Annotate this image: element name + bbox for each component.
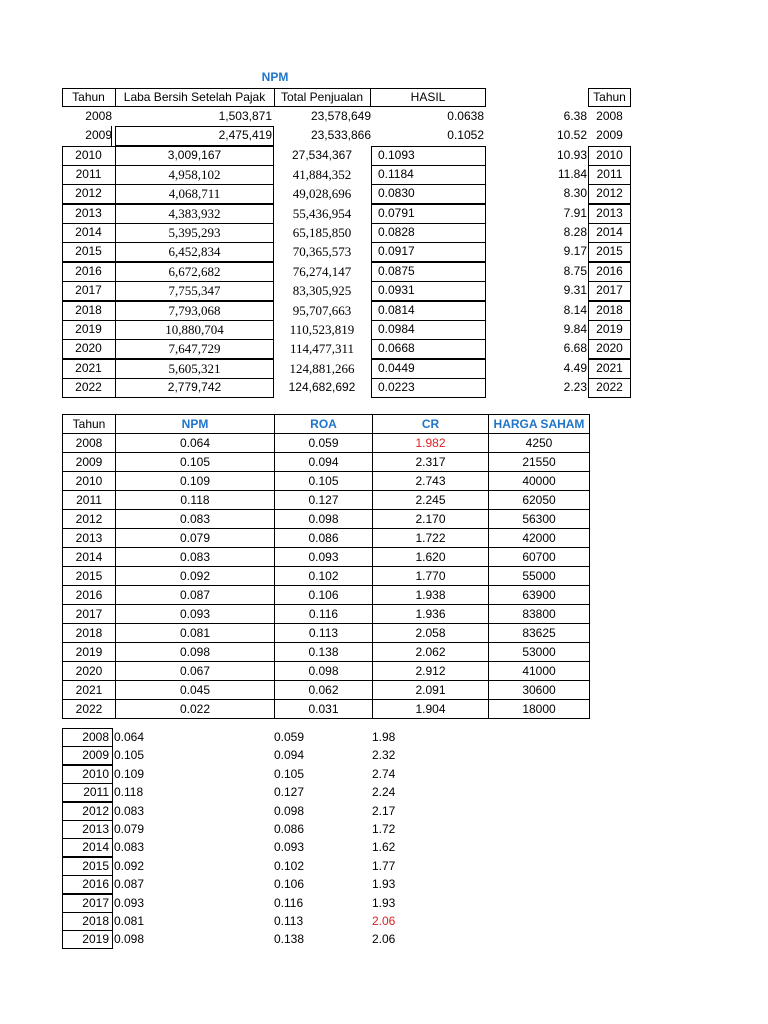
cell-npm: 0.092 — [116, 567, 275, 586]
cell-npm: 0.083 — [116, 548, 275, 567]
cell-year: 2008 — [63, 434, 116, 453]
row-year-right: 2010 — [596, 148, 623, 162]
row-year: 2008 — [82, 730, 109, 744]
row-hasil: 0.0668 — [378, 341, 415, 355]
row-roa: 0.098 — [274, 804, 305, 818]
cell-cr: 2.245 — [373, 491, 489, 510]
cell-cr: 2.317 — [373, 453, 489, 472]
header-penjualan: Total Penjualan — [280, 90, 364, 104]
row-penjualan: 70,365,573 — [292, 244, 352, 259]
cell-cr: 2.058 — [373, 624, 489, 643]
row-npm: 0.092 — [114, 859, 145, 873]
cell-npm: 0.022 — [116, 700, 275, 719]
row-npm: 0.083 — [114, 804, 145, 818]
table-row — [63, 643, 590, 662]
cell-year: 2019 — [63, 643, 116, 662]
cell-roa: 0.127 — [275, 491, 373, 510]
row-npm: 0.083 — [114, 840, 145, 854]
cell-cr: 2.912 — [373, 662, 489, 681]
cell-npm: 0.105 — [116, 453, 275, 472]
row-roa: 0.138 — [274, 932, 305, 946]
row-year: 2009 — [82, 748, 109, 762]
row-year: 2010 — [75, 148, 102, 162]
row-penjualan: 124,682,692 — [288, 380, 356, 394]
table-row — [63, 529, 590, 548]
cell-roa: 0.138 — [275, 643, 373, 662]
cell-cr: 2.062 — [373, 643, 489, 662]
cell-harga: 42000 — [489, 529, 590, 548]
cell-roa: 0.031 — [275, 700, 373, 719]
cell-year: 2014 — [63, 548, 116, 567]
row-roa: 0.113 — [274, 914, 304, 928]
row-year-right: 2015 — [596, 244, 623, 258]
row-cr: 2.24 — [372, 785, 396, 799]
row-laba: 1,503,871 — [218, 109, 272, 123]
row-hasil: 0.0931 — [378, 283, 415, 297]
cell-roa: 0.093 — [275, 548, 373, 567]
row-percent: 6.68 — [563, 341, 587, 355]
row-cr: 2.32 — [372, 748, 396, 762]
table-row — [63, 491, 590, 510]
row-penjualan: 124,881,266 — [289, 361, 355, 376]
header-hasil: HASIL — [410, 90, 446, 104]
row-year: 2021 — [75, 361, 102, 375]
row-hasil: 0.0917 — [378, 244, 415, 258]
cell-roa: 0.098 — [275, 510, 373, 529]
header-tahun: Tahun — [72, 90, 105, 104]
cell-cr: 1.722 — [373, 529, 489, 548]
row-npm: 0.093 — [114, 896, 145, 910]
row-year: 2009 — [85, 128, 112, 142]
cell-roa: 0.102 — [275, 567, 373, 586]
cell-year: 2012 — [63, 510, 116, 529]
row-year: 2020 — [75, 341, 102, 355]
cell-cr: 1.904 — [373, 700, 489, 719]
cell-roa: 0.106 — [275, 586, 373, 605]
row-laba: 2,779,742 — [167, 380, 222, 394]
row-laba: 10,880,704 — [165, 322, 224, 337]
row-hasil: 0.1052 — [447, 128, 484, 142]
row-year: 2018 — [82, 914, 109, 928]
cell-npm: 0.067 — [116, 662, 275, 681]
cell-roa: 0.062 — [275, 681, 373, 700]
row-npm: 0.109 — [114, 767, 145, 781]
cell-roa: 0.113 — [275, 624, 373, 643]
cell-roa: 0.086 — [275, 529, 373, 548]
row-penjualan: 23,578,649 — [310, 109, 371, 123]
row-percent: 6.38 — [563, 109, 587, 123]
row-percent: 8.28 — [563, 225, 587, 239]
row-year: 2011 — [83, 785, 109, 799]
row-percent: 10.93 — [556, 148, 587, 162]
cell-harga: 63900 — [489, 586, 590, 605]
row-laba: 3,009,167 — [167, 148, 222, 162]
row-hasil: 0.0449 — [378, 361, 415, 375]
row-npm: 0.081 — [114, 914, 145, 928]
cell-harga: 83625 — [489, 624, 590, 643]
row-hasil: 0.0828 — [378, 225, 415, 239]
cell-harga: 55000 — [489, 567, 590, 586]
row-penjualan: 110,523,819 — [289, 322, 355, 337]
row-year-right: 2021 — [596, 361, 623, 375]
col-tahun: Tahun — [63, 415, 116, 434]
row-npm: 0.105 — [114, 748, 145, 762]
cell-npm: 0.064 — [116, 434, 275, 453]
row-roa: 0.086 — [274, 822, 305, 836]
cell-harga: 83800 — [489, 605, 590, 624]
cell-year: 2009 — [63, 453, 116, 472]
row-laba: 7,793,068 — [168, 303, 221, 318]
cell-year: 2010 — [63, 472, 116, 491]
cell-year: 2013 — [63, 529, 116, 548]
row-laba: 7,755,347 — [168, 283, 221, 298]
cell-year: 2011 — [63, 491, 116, 510]
cell-harga: 60700 — [489, 548, 590, 567]
row-cr: 2.74 — [372, 767, 396, 781]
row-cr: 1.98 — [372, 730, 396, 744]
cell-npm: 0.118 — [116, 491, 275, 510]
row-hasil: 0.1093 — [378, 148, 415, 162]
row-year-right: 2013 — [596, 206, 623, 220]
row-roa: 0.094 — [274, 748, 305, 762]
row-npm: 0.079 — [114, 822, 145, 836]
row-year-right: 2019 — [596, 322, 623, 336]
row-year: 2012 — [82, 804, 109, 818]
row-penjualan: 41,884,352 — [292, 167, 352, 182]
cell-cr: 1.770 — [373, 567, 489, 586]
table-row — [63, 662, 590, 681]
row-hasil: 0.0791 — [378, 206, 415, 220]
row-year: 2016 — [75, 264, 102, 278]
cell-year: 2016 — [63, 586, 116, 605]
row-year-right: 2011 — [596, 167, 623, 181]
row-penjualan: 114,477,311 — [289, 341, 355, 356]
row-hasil: 0.0814 — [378, 303, 415, 317]
row-penjualan: 76,274,147 — [292, 264, 352, 279]
cell-year: 2015 — [63, 567, 116, 586]
cell-cr: 1.938 — [373, 586, 489, 605]
row-year: 2019 — [75, 322, 102, 336]
cell-npm: 0.079 — [116, 529, 275, 548]
header-laba: Laba Bersih Setelah Pajak — [123, 90, 266, 104]
cell-harga: 41000 — [489, 662, 590, 681]
cell-year: 2020 — [63, 662, 116, 681]
cell-cr: 2.170 — [373, 510, 489, 529]
cell-year: 2018 — [63, 624, 116, 643]
row-roa: 0.059 — [274, 730, 305, 744]
cell-harga: 18000 — [489, 700, 590, 719]
table-row — [63, 434, 590, 453]
row-year: 2014 — [82, 840, 109, 854]
cell-harga: 21550 — [489, 453, 590, 472]
row-percent: 9.17 — [563, 244, 587, 258]
row-percent: 7.91 — [563, 206, 587, 220]
cell-cr: 1.982 — [373, 434, 489, 453]
cell-npm: 0.087 — [116, 586, 275, 605]
row-laba: 4,383,932 — [168, 206, 221, 221]
table-row — [63, 624, 590, 643]
row-npm: 0.098 — [114, 932, 145, 946]
cell-cr: 1.620 — [373, 548, 489, 567]
col-npm: NPM — [116, 415, 275, 434]
row-year-right: 2018 — [596, 303, 623, 317]
row-npm: 0.064 — [114, 730, 145, 744]
row-year: 2015 — [82, 859, 109, 873]
cell-roa: 0.094 — [275, 453, 373, 472]
row-year: 2011 — [75, 167, 102, 181]
row-penjualan: 65,185,850 — [292, 225, 352, 240]
cell-npm: 0.098 — [116, 643, 275, 662]
row-penjualan: 83,305,925 — [292, 283, 352, 298]
row-percent: 4.49 — [563, 361, 587, 375]
col-roa: ROA — [275, 415, 373, 434]
cell-npm: 0.081 — [116, 624, 275, 643]
summary-header-row — [63, 415, 590, 434]
row-cr: 1.62 — [372, 840, 396, 854]
row-hasil: 0.0638 — [447, 109, 484, 123]
row-year: 2008 — [85, 109, 112, 123]
cell-npm: 0.109 — [116, 472, 275, 491]
row-year-right: 2016 — [596, 264, 623, 278]
row-penjualan: 49,028,696 — [292, 186, 352, 201]
row-laba: 4,068,711 — [168, 186, 221, 201]
row-year: 2015 — [75, 244, 102, 258]
row-laba: 2,475,419 — [218, 128, 272, 142]
cell-cr: 1.936 — [373, 605, 489, 624]
cell-year: 2021 — [63, 681, 116, 700]
row-year: 2014 — [75, 225, 102, 239]
row-year: 2013 — [75, 206, 102, 220]
table-row — [63, 586, 590, 605]
row-cr: 1.77 — [372, 859, 396, 873]
table-row — [63, 548, 590, 567]
row-penjualan: 27,534,367 — [291, 148, 353, 162]
cell-harga: 62050 — [489, 491, 590, 510]
row-penjualan: 55,436,954 — [292, 206, 352, 221]
table-row — [63, 453, 590, 472]
row-percent: 10.52 — [556, 128, 587, 142]
row-cr: 1.72 — [372, 822, 396, 836]
row-npm: 0.118 — [114, 785, 144, 799]
cell-harga: 40000 — [489, 472, 590, 491]
table-row — [63, 700, 590, 719]
row-hasil: 0.0875 — [378, 264, 415, 278]
cell-cr: 2.091 — [373, 681, 489, 700]
row-year-right: 2012 — [596, 186, 623, 200]
row-percent: 8.75 — [563, 264, 587, 278]
row-year: 2017 — [75, 283, 102, 297]
row-year: 2010 — [82, 767, 109, 781]
row-roa: 0.116 — [274, 896, 304, 910]
row-hasil: 0.0223 — [378, 380, 415, 394]
row-year: 2019 — [82, 932, 109, 946]
npm-title: NPM — [261, 70, 289, 84]
row-cr: 2.17 — [372, 804, 396, 818]
row-year: 2022 — [75, 380, 102, 394]
row-roa: 0.093 — [274, 840, 305, 854]
summary-table — [62, 414, 590, 719]
row-year-right: 2014 — [596, 225, 623, 239]
table-row — [63, 567, 590, 586]
row-roa: 0.106 — [274, 877, 305, 891]
cell-year: 2017 — [63, 605, 116, 624]
row-cr: 1.93 — [372, 877, 396, 891]
row-laba: 5,395,293 — [168, 225, 221, 240]
row-npm: 0.087 — [114, 877, 145, 891]
row-year: 2012 — [75, 186, 102, 200]
row-penjualan: 95,707,663 — [292, 303, 352, 318]
cell-npm: 0.093 — [116, 605, 275, 624]
row-laba: 5,605,321 — [168, 361, 221, 376]
row-percent: 8.14 — [563, 303, 587, 317]
header-tahun-right: Tahun — [593, 90, 626, 104]
row-year-right: 2009 — [596, 128, 623, 142]
row-cr: 2.06 — [372, 914, 396, 928]
table-row — [63, 681, 590, 700]
col-cr: CR — [373, 415, 489, 434]
row-hasil: 0.0984 — [378, 322, 415, 336]
cell-npm: 0.045 — [116, 681, 275, 700]
row-penjualan: 23,533,866 — [310, 128, 371, 142]
row-year: 2016 — [82, 877, 109, 891]
row-year-right: 2020 — [596, 341, 623, 355]
row-year: 2017 — [82, 896, 109, 910]
row-cr: 1.93 — [372, 896, 396, 910]
cell-harga: 56300 — [489, 510, 590, 529]
row-laba: 7,647,729 — [168, 341, 221, 356]
table-row — [63, 605, 590, 624]
row-percent: 8.30 — [563, 186, 587, 200]
table-row — [63, 472, 590, 491]
row-percent: 9.31 — [563, 283, 587, 297]
row-percent: 11.84 — [557, 167, 587, 181]
cell-roa: 0.116 — [275, 605, 373, 624]
row-cr: 2.06 — [372, 932, 396, 946]
row-year-right: 2022 — [596, 380, 623, 394]
row-percent: 2.23 — [563, 380, 587, 394]
row-year-right: 2008 — [596, 109, 623, 123]
row-year-right: 2017 — [596, 283, 623, 297]
col-harga-saham: HARGA SAHAM — [489, 415, 590, 434]
cell-harga: 30600 — [489, 681, 590, 700]
cell-roa: 0.059 — [275, 434, 373, 453]
cell-roa: 0.105 — [275, 472, 373, 491]
cell-cr: 2.743 — [373, 472, 489, 491]
row-roa: 0.102 — [274, 859, 305, 873]
row-laba: 6,452,834 — [168, 244, 221, 259]
row-percent: 9.84 — [563, 322, 587, 336]
row-roa: 0.127 — [274, 785, 305, 799]
row-laba: 6,672,682 — [168, 264, 221, 279]
table-row — [63, 510, 590, 529]
row-hasil: 0.1184 — [378, 167, 414, 181]
cell-npm: 0.083 — [116, 510, 275, 529]
row-year: 2018 — [75, 303, 102, 317]
cell-harga: 53000 — [489, 643, 590, 662]
cell-roa: 0.098 — [275, 662, 373, 681]
row-hasil: 0.0830 — [378, 186, 415, 200]
cell-year: 2022 — [63, 700, 116, 719]
cell-harga: 4250 — [489, 434, 590, 453]
row-laba: 4,958,102 — [168, 167, 221, 182]
row-year: 2013 — [82, 822, 109, 836]
row-roa: 0.105 — [274, 767, 305, 781]
